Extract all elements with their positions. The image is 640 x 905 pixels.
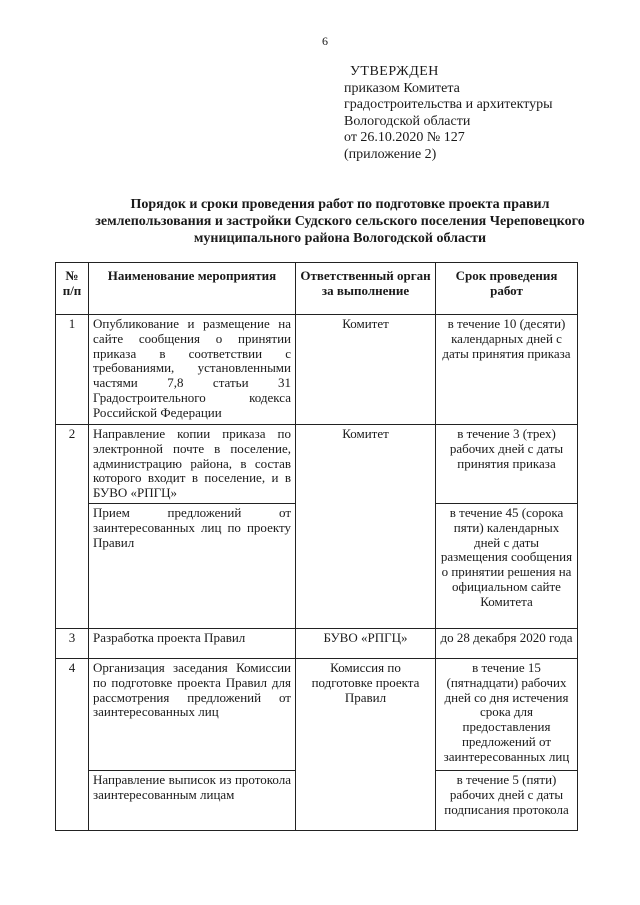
work-schedule-table [55, 262, 578, 831]
title-line: Порядок и сроки проведения работ по подготовке проекта правил [130, 197, 550, 212]
table-row [56, 425, 578, 504]
row-term: в течение 3 (трех) рабочих дней с даты принятия приказа [436, 425, 578, 504]
approval-line: УТВЕРЖДЕН [350, 64, 439, 79]
approval-line: градостроительства и архитектуры [344, 97, 553, 112]
row-term: в течение 15 (пятнадцати) рабочих дней со дня истечения срока для предоставления предложений от заинтересованных лиц [436, 658, 578, 770]
row-number: 2 [56, 425, 89, 629]
row-number: 4 [56, 658, 89, 830]
table-row [56, 628, 578, 658]
row-term: в течение 5 (пяти) рабочих дней с даты подписания протокола [436, 770, 578, 830]
row-event: Направление выписок из протокола заинтересованным лицам [89, 770, 296, 830]
row-responsible: Комитет [296, 425, 436, 629]
approval-stamp [344, 64, 614, 163]
header-term: Срок проведения работ [436, 263, 578, 315]
row-term: до 28 декабря 2020 года [436, 628, 578, 658]
row-event: Организация заседания Комиссии по подготовке проекта Правил для рассмотрения предложений от заинтересованных лиц [89, 658, 296, 770]
header-number: № п/п [56, 263, 89, 315]
document-title [70, 196, 610, 247]
header-responsible: Ответственный орган за выполнение [296, 263, 436, 315]
row-event: Прием предложений от заинтересованных лиц по проекту Правил [89, 503, 296, 628]
title-line: землепользования и застройки Судского сельского поселения Череповецкого [95, 214, 585, 229]
row-responsible: БУВО «РПГЦ» [296, 628, 436, 658]
page-number: 6 [322, 34, 328, 48]
table-row [56, 315, 578, 425]
row-number: 1 [56, 315, 89, 425]
row-number: 3 [56, 628, 89, 658]
approval-line: приказом Комитета [344, 80, 460, 96]
approval-line: (приложение 2) [344, 146, 437, 162]
approval-line: от 26.10.2020 № 127 [344, 130, 465, 145]
header-event: Наименование мероприятия [89, 263, 296, 315]
table-row [56, 658, 578, 770]
title-line: муниципального района Вологодской области [193, 231, 487, 246]
row-responsible: Комитет [296, 315, 436, 425]
approval-line: Вологодской области [344, 113, 471, 129]
row-event: Направление копии приказа по электронной почте в поселение, администрацию района, в состав которого входит в поселение, и в БУВО «РПГЦ» [89, 425, 296, 504]
row-event: Опубликование и размещение на сайте сообщения о принятии приказа в соответствии с требованиями, установленными частями 7,8 статьи 31 Градостроительного кодекса Российской Федерации [89, 315, 296, 425]
row-term: в течение 45 (сорока пяти) календарных дней с даты размещения сообщения о принятии решения на официальном сайте Комитета [436, 503, 578, 628]
row-event: Разработка проекта Правил [89, 628, 296, 658]
row-term: в течение 10 (десяти) календарных дней с даты принятия приказа [436, 315, 578, 425]
table-header-row [56, 263, 578, 315]
row-responsible: Комиссия по подготовке проекта Правил [296, 658, 436, 830]
